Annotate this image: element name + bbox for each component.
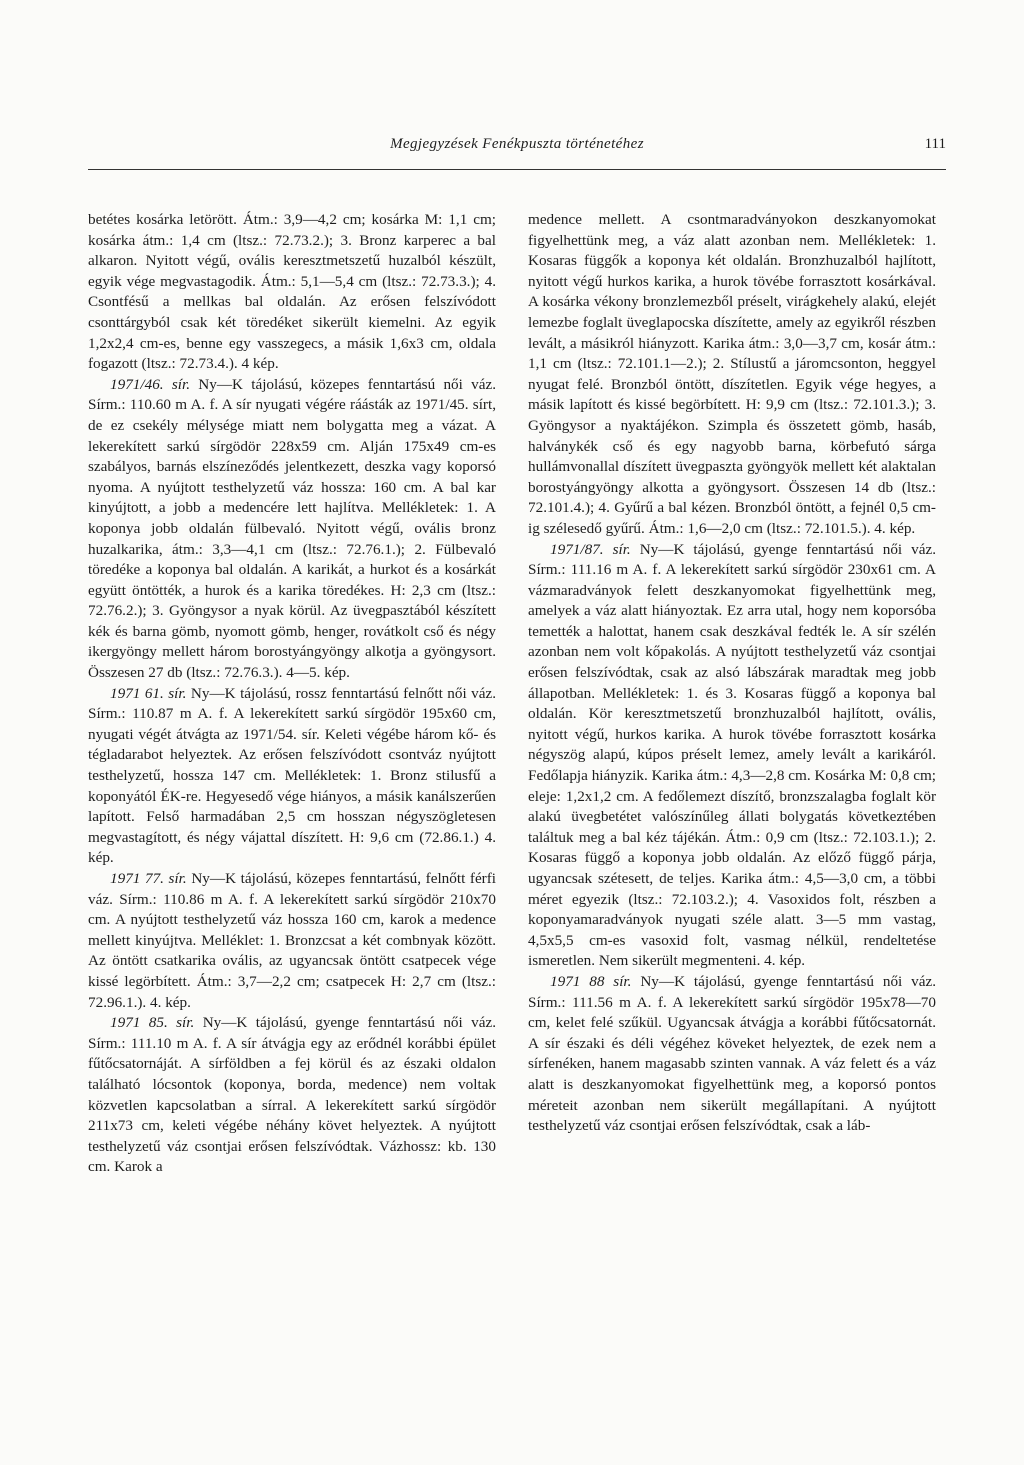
paragraph-text: betétes kosárka letörött. Átm.: 3,9—4,2 cm; kosárka M: 1,1 cm; kosárka átm.: 1,4 cm (ltsz.: 72.73.2.); 3. Bronz karperec a bal alkaron. Nyitott végű, ovális keresztmetszetű huzalból készült, egyik vége megvastagodik. Átm.: 5,1—5,4 cm (ltsz.: 72.73.3.); 4. Csontfésű a mellkas bal oldalán. Az erősen felszívódott csonttárgyból csak két töredéket sikerült kiemelni. Az egyik 1,2x2,4 cm-es, benne egy vasszegecs, a másik 1,6x3 cm, oldala fogazott (ltsz.: 72.73.4.). 4 kép.	[88, 211, 496, 373]
paragraph-continuation	[528, 210, 936, 540]
grave-text: Ny—K tájolású, közepes fenntartású női váz. Sírm.: 110.60 m A. f. A sír nyugati végére ráásták az 1971/45. sírt, de ez csekély mélysége miatt nem bolygatta meg a vázat. A lekerekített sarkú sírgödör 228x59 cm. Alján 175x49 cm-es szabályos, barnás elszíneződés jelentkezett, deszka vagy koporsó nyoma. A nyújtott testhelyzetű váz hossza: 160 cm. A bal kar kinyújtott, a jobb a medencére lett hajlítva. Mellékletek: 1. A koponya jobb oldalán fülbevaló. Nyitott végű, ovális bronz huzalkarika, átm.: 3,3—4,1 cm (ltsz.: 72.76.1.); 2. Fülbevaló töredéke a koponya bal oldalán. A karikát, a hurkot és a kosárkát együtt öntötték, a hurok és a karika töredékes. H: 2,3 cm (ltsz.: 72.76.2.); 3. Gyöngysor a nyak körül. Az üvegpasztából készített kék és barna gömb, nyomott gömb, henger, rovátkolt cső és négy ikergyöngy mellett három borostyángyöngy alkotja a gyöngysort. Összesen 27 db (ltsz.: 72.76.3.). 4—5. kép.	[88, 375, 496, 682]
grave-id: 1971 88 sír.	[550, 972, 632, 990]
grave-text: Ny—K tájolású, rossz fenntartású felnőtt női váz. Sírm.: 110.87 m A. f. A lekerekített sarkú sírgödör 195x60 cm, nyugati végét átvágta az 1971/54. sír. Keleti végébe három kő- és tégladarabot helyeztek. Az erősen felszívódott csontváz nyújtott testhelyzetű, hossza 147 cm. Mellékletek: 1. Bronz stilusfű a koponyától ÉK-re. Hegyesedő vége hiányos, a másik kanálszerűen lapított. Felső harmadában 2,5 cm hosszan négyszögletesen megvastagított, és négy vájattal díszített. H: 9,6 cm (72.86.1.) 4. kép.	[88, 684, 497, 867]
grave-text: Ny—K tájolású, gyenge fenntartású női váz. Sírm.: 111.16 m A. f. A lekerekített sarkú sírgödör 230x61 cm. A vázmaradványok felett deszkanyomokat figyelhettünk meg, amelyek a váz alatt hiányoztak. Ez arra utal, hogy nem koporsóba temették a halottat, hanem csak deszkával fedték le. A sír szélén azonban nem volt kőpakolás. A nyújtott testhelyzetű váz csontjai erősen felszívódtak, csak az alsó lábszárak maradtak meg jobb állapotban. Mellékletek: 1. és 3. Kosaras függő a koponya bal oldalán. Kör keresztmetszetű bronzhuzalból hajlított, ovális, nyitott végű, hurkos karika. A hurok tövébe forrasztott kosárka négyszög alapú, kúpos préselt lemez, amely levált a karikáról. Fedőlapja hiányzik. Karika átm.: 4,3—2,8 cm. Kosárka M: 0,8 cm; eleje: 1,2x1,2 cm. A fedőlemezt díszítő, bronzszalagba foglalt kör alakú üvegbetétet valószínűleg állati bolygatás következtében találtuk meg a bal kéz tájékán. Átm.: 0,9 cm (ltsz.: 72.103.1.); 2. Kosaras függő a koponya jobb oldalán. Az előző függő párja, ugyancsak szétesett, de teljes. Karika átm.: 4,5—3,0 cm, a többi méret egyezik (ltsz.: 72.103.2.); 4. Vasoxidos folt, részben a koponyamaradványok nyugati széle alatt. 3—5 mm vastag, 4,5x5,5 cm-es vasoxid folt, vasmag nélkül, rendeltetése ismeretlen. Nem sikerült megmenteni. 4. kép.	[528, 540, 937, 970]
grave-text: Ny—K tájolású, gyenge fenntartású női váz. Sírm.: 111.10 m A. f. A sír átvágja egy az erődnél korábbi épület fűtőcsatornáját. A sírföldben a fej körül és az északi oldalon található lócsontok (koponya, borda, medence) nem voltak közvetlen kapcsolatban a sírral. A lekerekített sarkú sírgödör 211x73 cm, keleti végébe néhány követ helyeztek. A nyújtott testhelyzetű váz csontjai erősen felszívódtak. Vázhossz: kb. 130 cm. Karok a	[88, 1014, 496, 1176]
grave-entry	[528, 972, 936, 1137]
left-column	[88, 210, 496, 1178]
grave-text: Ny—K tájolású, gyenge fenntartású női váz. Sírm.: 111.56 m A. f. A lekerekített sarkú sírgödör 195x78—70 cm, kelet felé szűkül. Ugyancsak átvágja a korábbi fűtőcsatornát. A sír északi és déli végéhez köveket helyeztek, de ezek nem a sírfenéken, hanem magasabb szinten vannak. A váz felett és a váz alatt is deszkanyomokat figyelhettünk meg, a koporsó pontos méreteit azonban nem sikerült megállapítani. A nyújtott testhelyzetű váz csontjai erősen felszívódtak, csak a láb-	[528, 972, 937, 1135]
grave-entry	[88, 869, 496, 1013]
grave-id: 1971 85. sír.	[110, 1014, 195, 1032]
header-rule	[88, 169, 946, 170]
grave-id: 1971/46. sír.	[110, 375, 190, 393]
grave-entry	[88, 375, 496, 684]
grave-entry	[528, 540, 936, 972]
paragraph-text: medence mellett. A csontmaradványokon deszkanyomokat figyelhettünk meg, a váz alatt azonban nem. Mellékletek: 1. Kosaras függők a koponya két oldalán. Bronzhuzalból hajlított, nyitott végű hurkos karika, a hurok tövébe forrasztott kosárkával. A kosárka vékony bronzlemezből préselt, virágkehely alakú, elejét lemezbe foglalt üveglapocska díszítette, amely az egyikről részben levált, a másikról hiányzott. Karika átm.: 3,0—3,7 cm, kosár átm.: 1,1 cm (ltsz.: 72.101.1—2.); 2. Stílustű a járomcsonton, heggyel nyugat felé. Bronzból öntött, díszítetlen. Egyik vége hegyes, a másik lapított és kissé begörbített. H: 9,9 cm (ltsz.: 72.101.3.); 3. Gyöngysor a nyaktájékon. Szimpla és összetett gömb, hasáb, halványkék cső és egy nagyobb barna, körbefutó sárga hullámvonallal díszített üvegpaszta gyöngyök mellett két alaktalan borostyángyöngy alkotta a gyöngysort. Összesen 14 db (ltsz.: 72.101.4.); 4. Gyűrű a bal kézen. Bronzból öntött, a fejnél 0,5 cm-ig szélesedő gyűrű. Átm.: 1,6—2,0 cm (ltsz.: 72.101.5.). 4. kép.	[528, 211, 936, 537]
page-number: 111	[924, 136, 946, 152]
page-header	[88, 136, 946, 162]
grave-entry	[88, 684, 496, 869]
running-title: Megjegyzések Fenékpuszta történetéhez	[390, 136, 644, 152]
right-column	[528, 210, 936, 1137]
grave-id: 1971 61. sír.	[110, 684, 187, 702]
grave-id: 1971/87. sír.	[550, 540, 631, 558]
grave-id: 1971 77. sír.	[110, 870, 187, 887]
paragraph-continuation	[88, 210, 496, 375]
grave-entry	[88, 1013, 496, 1178]
grave-text: Ny—K tájolású, közepes fenntartású, felnőtt férfi váz. Sírm.: 110.86 m A. f. A lekerekített sarkú sírgödör 210x70 cm. A nyújtott testhelyzetű váz hossza 160 cm, karok a medence mellett kinyújtva. Melléklet: 1. Bronzcsat a két combnyak között. Az öntött csatkarika ovális, az ugyancsak öntött csatpecek vége kissé legörbített. Átm.: 3,7—2,2 cm; csatpecek H: 2,7 cm (ltsz.: 72.96.1.). 4. kép.	[88, 870, 497, 1011]
